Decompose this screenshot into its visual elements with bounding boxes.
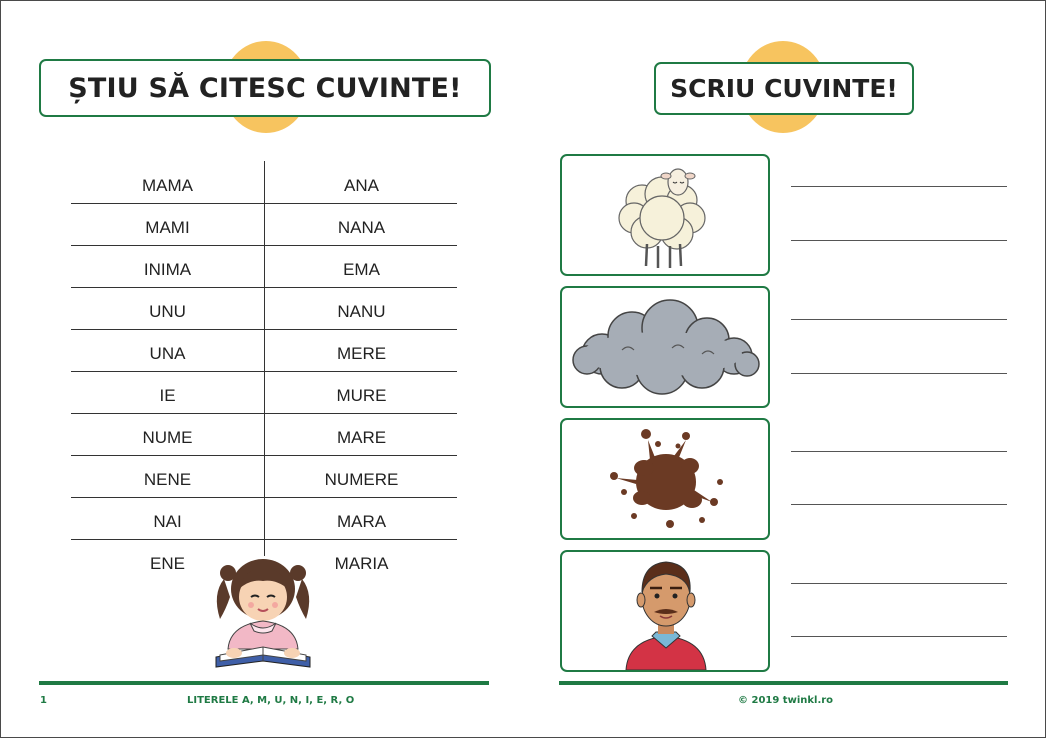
word-cell-left: MAMI — [145, 218, 190, 237]
table-row — [71, 455, 457, 498]
right-page-title: SCRIU CUVINTE! — [654, 62, 914, 115]
girl-reading-illustration — [206, 549, 321, 674]
writing-line — [791, 583, 1007, 584]
word-cell-right: ANA — [344, 176, 379, 195]
table-row — [71, 497, 457, 540]
table-row — [71, 161, 457, 204]
word-table — [71, 161, 457, 601]
sheep-illustration — [562, 156, 768, 274]
mud-splat-illustration — [562, 420, 768, 538]
word-cell-right: EMA — [343, 260, 380, 279]
writing-line — [791, 451, 1007, 452]
picture-box-mud — [560, 418, 770, 540]
left-page-title: ȘTIU SĂ CITESC CUVINTE! — [39, 59, 491, 117]
word-cell-right: NANA — [337, 218, 386, 237]
footer-topic: LITERELE A, M, U, N, I, E, R, O — [187, 695, 355, 706]
writing-line — [791, 319, 1007, 320]
writing-line — [791, 504, 1007, 505]
picture-box-cloud — [560, 286, 770, 408]
word-cell-right: MARIA — [334, 554, 389, 573]
word-cell-right: NUMERE — [324, 470, 399, 489]
table-row — [71, 413, 457, 456]
man-illustration — [562, 552, 768, 670]
table-row — [71, 287, 457, 330]
word-cell-left: UNU — [149, 302, 186, 321]
word-cell-left: UNA — [149, 344, 186, 363]
footer-rule-right — [559, 681, 1008, 685]
table-row — [71, 371, 457, 414]
writing-line — [791, 636, 1007, 637]
word-cell-left: INIMA — [143, 260, 192, 279]
word-cell-left: NENE — [143, 470, 192, 489]
word-cell-right: NANU — [337, 302, 386, 321]
table-row — [71, 329, 457, 372]
footer-rule-left — [39, 681, 489, 685]
page-number: 1 — [40, 695, 47, 706]
writing-line — [791, 186, 1007, 187]
table-row — [71, 203, 457, 246]
writing-line — [791, 373, 1007, 374]
word-cell-right: MARE — [336, 428, 387, 447]
word-cell-left: NUME — [142, 428, 193, 447]
cloud-illustration — [562, 288, 768, 406]
picture-box-man — [560, 550, 770, 672]
word-cell-left: MAMA — [142, 176, 193, 195]
word-cell-left: ENE — [150, 554, 185, 573]
word-cell-right: MURE — [336, 386, 387, 405]
picture-box-sheep — [560, 154, 770, 276]
table-row — [71, 245, 457, 288]
footer-copyright: © 2019 twinkl.ro — [738, 695, 834, 706]
word-cell-right: MARA — [336, 512, 387, 531]
word-cell-left: IE — [159, 386, 176, 405]
word-cell-right: MERE — [336, 344, 387, 363]
word-cell-left: NAI — [153, 512, 182, 531]
writing-line — [791, 240, 1007, 241]
